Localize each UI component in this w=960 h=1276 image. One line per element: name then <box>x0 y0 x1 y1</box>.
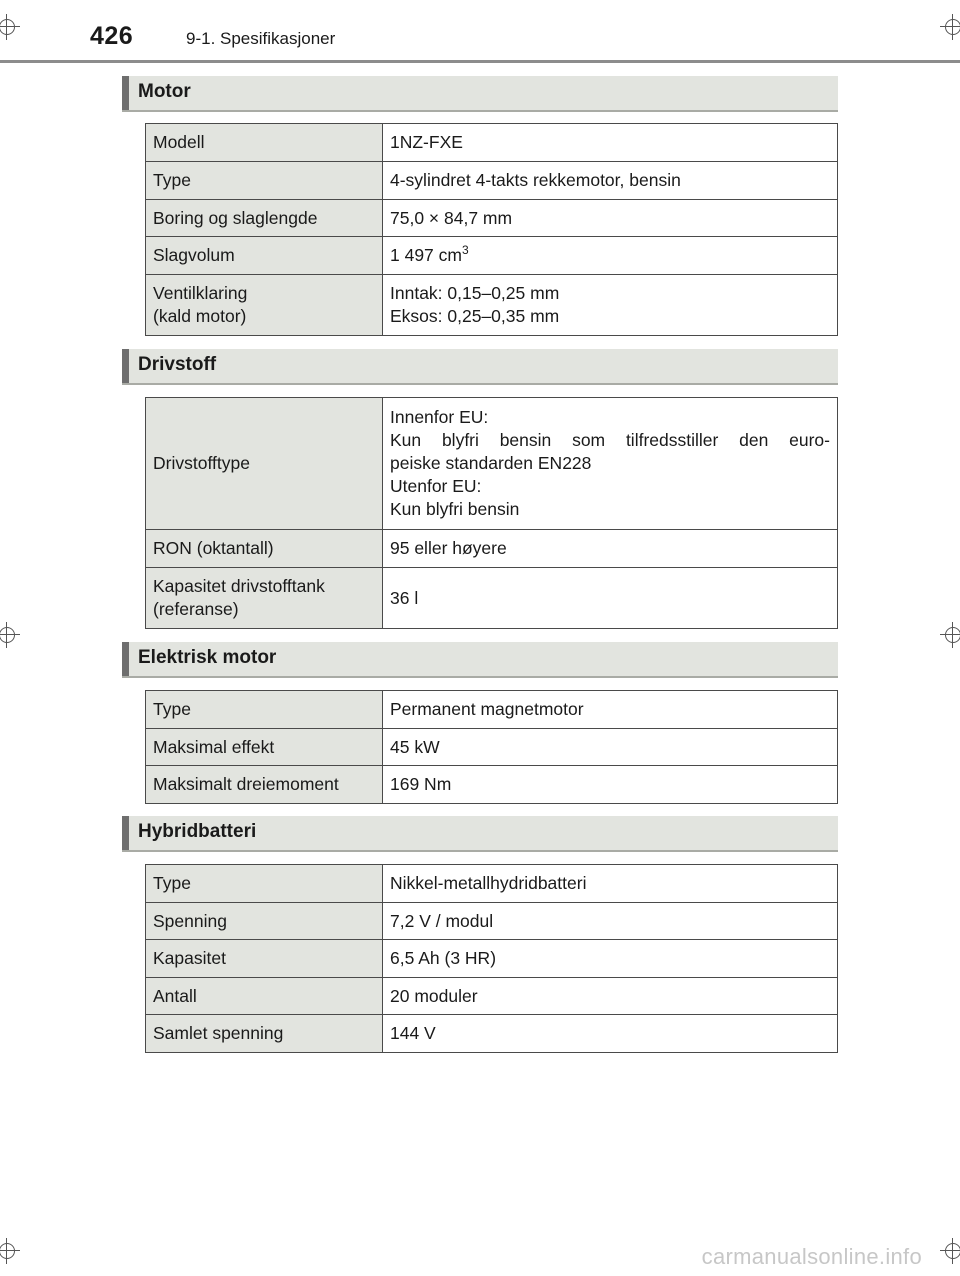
spec-value: 20 moduler <box>383 978 838 1015</box>
spec-value-text: 1 497 cm <box>390 245 462 265</box>
table-row <box>146 275 838 336</box>
spec-label: Spenning <box>146 903 383 940</box>
spec-label: Type <box>146 162 383 200</box>
table-row <box>146 530 838 568</box>
section-header-bar <box>122 642 129 676</box>
spec-value: 75,0 × 84,7 mm <box>383 200 838 237</box>
spec-label <box>146 275 383 336</box>
spec-value: 45 kW <box>383 729 838 766</box>
spec-value: Permanent magnetmotor <box>383 691 838 729</box>
spec-label: Drivstofftype <box>146 398 383 530</box>
spec-label-line: Ventilklaring <box>153 283 248 303</box>
table-row <box>146 766 838 804</box>
hybridbatteri-table <box>145 864 838 1053</box>
spec-value: 7,2 V / modul <box>383 903 838 940</box>
spec-label: Type <box>146 691 383 729</box>
spec-label: Kapasitet <box>146 940 383 978</box>
spec-value-line: Eksos: 0,25–0,35 mm <box>390 306 560 326</box>
spec-value: 4-sylindret 4-takts rekkemotor, bensin <box>383 162 838 200</box>
spec-label <box>146 568 383 629</box>
spec-value: 36 l <box>383 568 838 629</box>
table-row <box>146 237 838 275</box>
spec-value: Nikkel-metallhydridbatteri <box>383 865 838 903</box>
table-row <box>146 162 838 200</box>
page-number: 426 <box>90 22 134 50</box>
spec-label: Modell <box>146 124 383 162</box>
table-row <box>146 200 838 237</box>
spec-value: 95 eller høyere <box>383 530 838 568</box>
section-header-drivstoff <box>122 349 838 385</box>
crop-mark-bottom-left <box>0 1238 20 1264</box>
spec-label-line: (kald motor) <box>153 306 247 326</box>
spec-value: 1NZ-FXE <box>383 124 838 162</box>
spec-label: Type <box>146 865 383 903</box>
spec-value-line: Innenfor EU: <box>390 407 489 427</box>
watermark-text: carmanualsonline.info <box>701 1244 922 1269</box>
section-header-elektrisk-motor <box>122 642 838 678</box>
spec-label: Maksimalt dreiemoment <box>146 766 383 804</box>
section-title: Hybridbatteri <box>138 821 257 842</box>
table-row <box>146 865 838 903</box>
spec-value: 144 V <box>383 1015 838 1053</box>
table-row <box>146 940 838 978</box>
spec-value: 169 Nm <box>383 766 838 804</box>
table-row <box>146 124 838 162</box>
spec-value <box>383 275 838 336</box>
spec-label: Maksimal effekt <box>146 729 383 766</box>
crop-mark-bottom-right <box>940 1238 960 1264</box>
crop-mark-top-right <box>940 14 960 40</box>
crop-mark-mid-right <box>940 622 960 648</box>
table-row <box>146 978 838 1015</box>
crop-mark-mid-left <box>0 622 20 648</box>
spec-value <box>383 398 838 530</box>
table-row <box>146 568 838 629</box>
crop-mark-top-left <box>0 14 20 40</box>
spec-value: 6,5 Ah (3 HR) <box>383 940 838 978</box>
table-row <box>146 903 838 940</box>
section-header-motor <box>122 76 838 112</box>
spec-label: Slagvolum <box>146 237 383 275</box>
table-row <box>146 729 838 766</box>
spec-label: Boring og slaglengde <box>146 200 383 237</box>
section-title: Motor <box>138 81 191 102</box>
spec-value <box>383 237 838 275</box>
spec-label: Samlet spenning <box>146 1015 383 1053</box>
section-header-bar <box>122 816 129 850</box>
spec-value-line: Utenfor EU: <box>390 476 482 496</box>
section-header-hybridbatteri <box>122 816 838 852</box>
section-header-bar <box>122 349 129 383</box>
spec-value-line: Inntak: 0,15–0,25 mm <box>390 283 560 303</box>
spec-label-line: (referanse) <box>153 599 239 619</box>
spec-label: Antall <box>146 978 383 1015</box>
table-row <box>146 398 838 530</box>
section-title: Elektrisk motor <box>138 647 277 668</box>
spec-value-line: peiske standarden EN228 <box>390 453 592 473</box>
spec-label: RON (oktantall) <box>146 530 383 568</box>
elektrisk-motor-table <box>145 690 838 804</box>
spec-value-line: Kun blyfri bensin <box>390 499 520 519</box>
spec-value-line: Kun blyfri bensin som tilfredsstiller den euro- <box>390 430 830 450</box>
section-path: 9-1. Spesifikasjoner <box>186 29 336 48</box>
section-title: Drivstoff <box>138 354 217 375</box>
drivstoff-table <box>145 397 838 629</box>
superscript: 3 <box>461 243 469 258</box>
section-header-bar <box>122 76 129 110</box>
table-row <box>146 1015 838 1053</box>
header-rule <box>0 60 960 63</box>
motor-table <box>145 123 838 336</box>
spec-label-line: Kapasitet drivstofftank <box>153 576 325 596</box>
table-row <box>146 691 838 729</box>
